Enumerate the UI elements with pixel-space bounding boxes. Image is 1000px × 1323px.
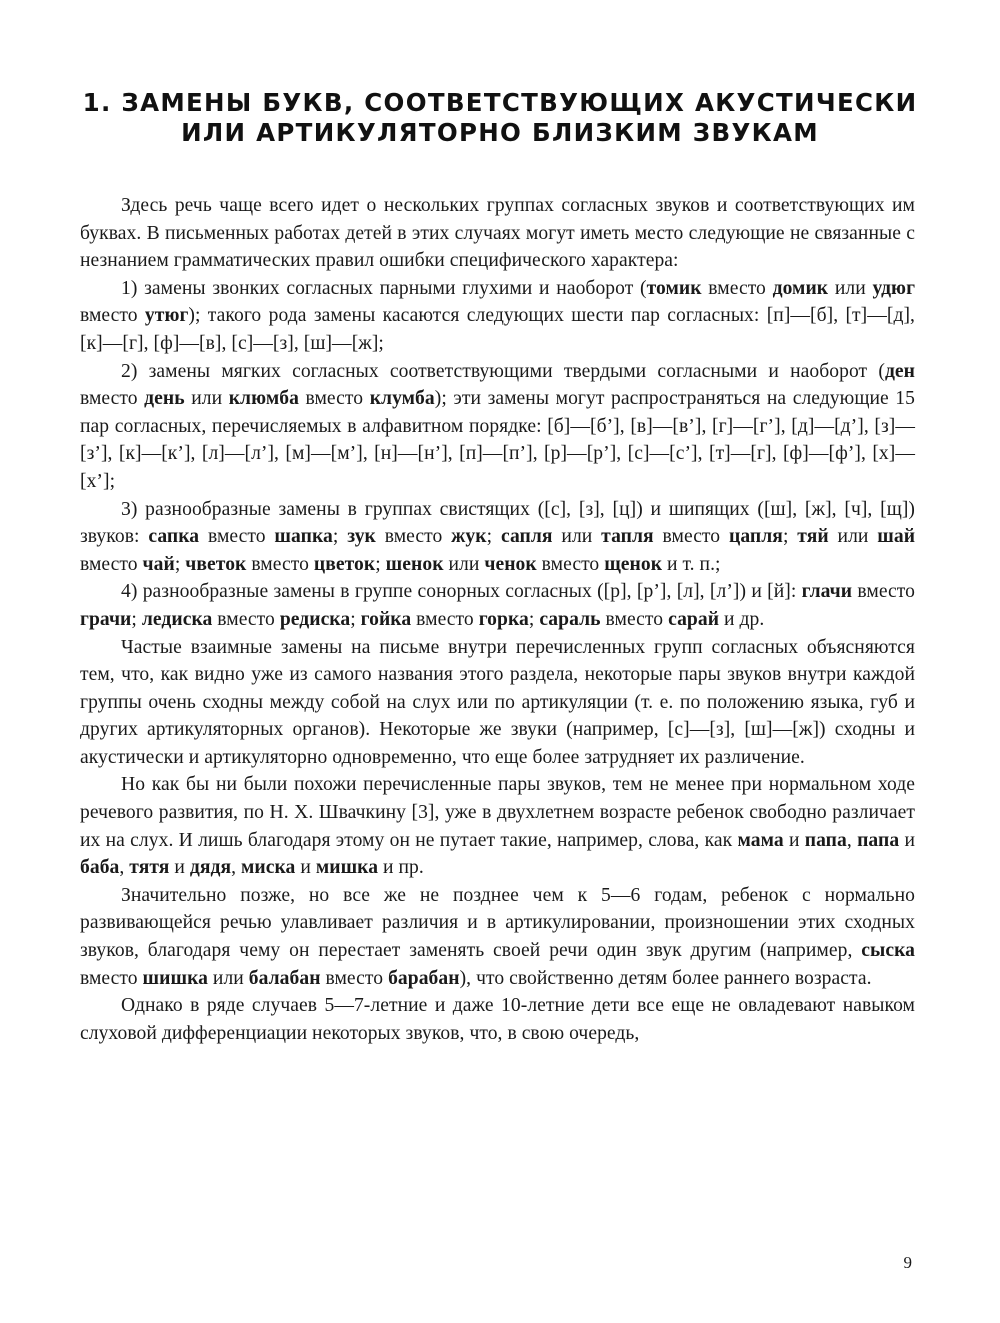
text-run: или: [828, 277, 873, 299]
example-word: ченок: [484, 553, 537, 575]
example-word: клумба: [369, 388, 435, 410]
text-run: вместо: [80, 553, 143, 575]
text-run: и: [899, 829, 915, 851]
example-word: чветок: [185, 553, 247, 575]
example-word: сыска: [861, 940, 915, 962]
example-word: сарай: [668, 608, 720, 630]
paragraph-development: [80, 771, 915, 881]
text-run: вместо: [653, 526, 729, 548]
text-run: ;: [332, 526, 348, 548]
text-run: Здесь речь чаще всего идет о нескольких группах согласных звуков и соответствующих им буквах. В письменных работах детей в этих случаях могут иметь место следующие не связанные с незнанием грамматических правил ошибки специфического характера:: [80, 195, 915, 272]
text-run: и др.: [719, 608, 765, 630]
text-run: ;: [782, 526, 798, 548]
text-run: ;: [174, 553, 186, 575]
paragraph-intro: [80, 192, 915, 275]
example-word: день: [144, 388, 185, 410]
example-word: тяй: [797, 526, 829, 548]
text-run: и: [169, 857, 190, 879]
example-word: домик: [772, 277, 829, 299]
example-word: дядя: [189, 857, 232, 879]
body-text: [80, 192, 915, 1047]
section-heading-line-2: ИЛИ АРТИКУЛЯТОРНО БЛИЗКИМ ЗВУКАМ: [181, 118, 819, 147]
example-word: гойка: [360, 608, 412, 630]
paragraph-item-1: [80, 275, 915, 358]
example-word: шапка: [274, 526, 333, 548]
paragraph-item-3: [80, 496, 915, 579]
text-run: ;: [528, 608, 540, 630]
section-heading: [80, 88, 920, 148]
text-run: вместо: [320, 967, 389, 989]
text-run: Частые взаимные замены на письме внутри перечисленных групп согласных объясняются тем, что, как видно уже из самого названия этого раздела, некоторые пары звуков внутри каждой группы очень сходны между собой на слух или по артикуляции (т. е. по положению языка, губ и других артикуляторных органов). Некоторые же звуки (например, [с]—[з], [ш]—[ж]) сходны и акустически и артикуляторно одновременно, что еще более затрудняет их различение.: [80, 636, 915, 768]
text-run: и: [295, 857, 316, 879]
text-run: вместо: [298, 388, 370, 410]
text-run: вместо: [246, 553, 314, 575]
text-run: и т. п.;: [662, 553, 721, 575]
text-run: 2) замены мягких согласных соответствующими твердыми согласными и наоборот (: [121, 360, 885, 382]
text-run: вместо: [199, 526, 275, 548]
paragraph-conclusion: [80, 992, 915, 1047]
example-word: чай: [142, 553, 175, 575]
text-run: Значительно позже, но все же не позднее чем к 5—6 годам, ребенок с нормально развивающейся речью улавливает различия и в артикулировании, произношении этих сходных звуков, благодаря чему он перестает заменять своей речи один звук другим (например,: [80, 884, 915, 962]
example-word: глачи: [801, 581, 853, 603]
text-run: вместо: [701, 277, 773, 299]
text-run: или: [207, 967, 249, 989]
text-run: или: [443, 553, 485, 575]
text-run: 4) разнообразные замены в группе сонорных согласных ([р], [р’], [л], [л’]) и [й]:: [121, 581, 802, 603]
example-word: удюг: [872, 277, 916, 299]
example-word: зук: [347, 526, 376, 548]
text-run: Но как бы ни были похожи перечисленные пары звуков, тем не менее при нормальном ходе речевого развития, по Н. Х. Швачкину [3], уже в двухлетнем возрасте ребенок свободно различает их на слух. И лишь благодаря этому он не путает такие, например, слова, как: [80, 774, 915, 851]
example-word: тапля: [601, 526, 654, 548]
text-run: или: [552, 526, 602, 548]
text-run: ,: [231, 857, 242, 879]
text-run: вместо: [80, 305, 145, 327]
text-run: ); эти замены могут распространяться на следующие 15 пар согласных, перечисляемых в алфавитном порядке: [б]—[б’], [в]—[в’], [г]—[г’], [д]—[д’], [з]—[з’], [к]—[к’], [л]—[л’], [м]—[м’], [н]—[н’], [п]—[п’], [р]—[р’], [с]—[с’], [т]—[г], [ф]—[ф’], [х]—[х’];: [80, 388, 916, 492]
text-run: или: [828, 526, 878, 548]
paragraph-item-4: [80, 578, 915, 633]
text-run: ;: [375, 553, 386, 575]
example-word: сараль: [539, 608, 601, 630]
text-run: и пр.: [378, 857, 424, 879]
text-run: и: [783, 829, 805, 851]
page-number: 9: [903, 1253, 912, 1272]
example-word: мама: [737, 829, 784, 851]
text-run: или: [184, 388, 229, 410]
example-word: шишка: [142, 967, 208, 989]
text-run: вместо: [536, 553, 605, 575]
text-run: вместо: [80, 388, 145, 410]
text-run: 3) разнообразные замены в группах свистящих ([с], [з], [ц]) и шипящих ([ш], [ж], [ч], [щ]) звуков:: [80, 498, 915, 548]
text-run: ;: [350, 608, 361, 630]
example-word: сапля: [500, 526, 553, 548]
example-word: баба: [80, 857, 120, 879]
text-run: ;: [486, 526, 501, 548]
text-run: ,: [846, 829, 858, 851]
text-run: вместо: [852, 581, 916, 603]
example-word: редиска: [279, 608, 351, 630]
text-run: 1) замены звонких согласных парными глухими и наоборот (: [121, 277, 647, 299]
example-word: шенок: [385, 553, 444, 575]
example-word: цветок: [313, 553, 376, 575]
example-word: грачи: [80, 608, 132, 630]
example-word: ледиска: [141, 608, 213, 630]
paragraph-articulation: [80, 882, 915, 992]
text-run: ), что свойственно детям более раннего возраста.: [459, 967, 872, 989]
example-word: цапля: [728, 526, 783, 548]
text-run: Однако в ряде случаев 5—7-летние и даже 10-летние дети все еще не овладевают навыком слуховой дифференциации некоторых звуков, что, в свою очередь,: [80, 995, 915, 1044]
example-word: томик: [646, 277, 702, 299]
text-run: вместо: [212, 608, 280, 630]
example-word: мишка: [315, 857, 379, 879]
example-word: балабан: [248, 967, 321, 989]
example-word: жук: [451, 526, 487, 548]
section-heading-line-1: 1. ЗАМЕНЫ БУКВ, СООТВЕТСТВУЮЩИХ АКУСТИЧЕСКИ: [82, 88, 918, 117]
paragraph-item-2: [80, 358, 915, 496]
text-run: вместо: [80, 967, 143, 989]
example-word: барабан: [388, 967, 460, 989]
text-run: вместо: [600, 608, 669, 630]
example-word: шай: [877, 526, 916, 548]
text-run: вместо: [375, 526, 452, 548]
text-run: ); такого рода замены касаются следующих шести пар согласных: [п]—[б], [т]—[д], [к]—[г], [ф]—[в], [с]—[з], [ш]—[ж];: [80, 305, 915, 354]
example-word: папа: [804, 829, 847, 851]
text-run: ,: [119, 857, 130, 879]
example-word: сапка: [148, 526, 200, 548]
example-word: тятя: [129, 857, 170, 879]
example-word: утюг: [144, 305, 189, 327]
example-word: щенок: [604, 553, 663, 575]
text-run: вместо: [411, 608, 479, 630]
example-word: миска: [241, 857, 296, 879]
example-word: горка: [478, 608, 529, 630]
example-word: ден: [884, 360, 915, 382]
paragraph-explanation: [80, 634, 915, 772]
example-word: клюмба: [228, 388, 299, 410]
text-run: ;: [131, 608, 142, 630]
example-word: папа: [857, 829, 900, 851]
